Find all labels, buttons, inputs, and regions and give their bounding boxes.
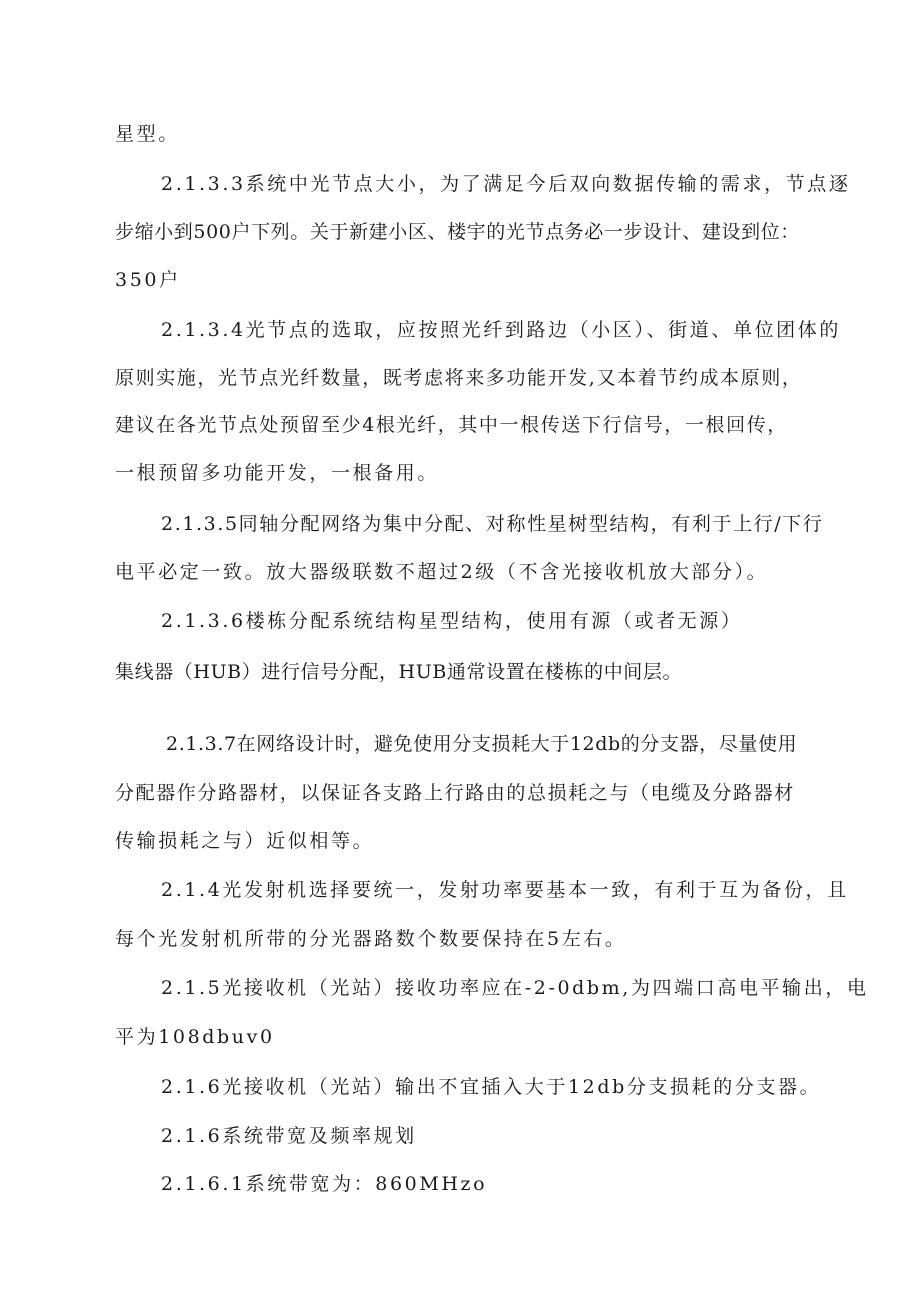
text-line: 平为108dbuv0 bbox=[115, 1026, 275, 1048]
text-line: 2.1.6光接收机（光站）输出不宜插入大于12db分支损耗的分支器。 bbox=[161, 1076, 822, 1098]
text-line: 一根预留多功能开发，一根备用。 bbox=[115, 462, 440, 484]
text-line: 每个光发射机所带的分光器路数个数要保持在5左右。 bbox=[115, 928, 627, 950]
text-line: 2.1.3.7在网络设计时，避免使用分支损耗大于12db的分支器，尽量使用 bbox=[166, 733, 798, 755]
text-line: 集线器（HUB）进行信号分配，HUB通常设置在楼栋的中间层。 bbox=[115, 661, 683, 683]
text-line: 2.1.3.3系统中光节点大小，为了满足今后双向数据传输的需求，节点逐 bbox=[161, 173, 851, 195]
text-line: 电平必定一致。放大器级联数不超过2级（不含光接收机放大部分）。 bbox=[115, 561, 769, 583]
text-line: 2.1.6系统带宽及频率规划 bbox=[161, 1125, 417, 1147]
text-line: 2.1.5光接收机（光站）接收功率应在-2-0dbm,为四端口高电平输出，电 bbox=[161, 977, 869, 999]
text-line: 原则实施，光节点光纤数量，既考虑将来多功能开发,又本着节约成本原则， bbox=[115, 367, 803, 389]
text-line: 350户 bbox=[115, 269, 181, 291]
text-line: 2.1.3.4光节点的选取，应按照光纤到路边（小区）、街道、单位团体的 bbox=[161, 319, 841, 341]
text-line: 2.1.6.1系统带宽为：860MHzo bbox=[161, 1173, 488, 1195]
text-line: 2.1.3.6楼栋分配系统结构星型结构，使用有源（或者无源） bbox=[161, 610, 743, 632]
text-line: 步缩小到500户下列。关于新建小区、楼宇的光节点务必一步设计、建设到位： bbox=[115, 221, 800, 243]
text-line: 传输损耗之与）近似相等。 bbox=[115, 830, 375, 852]
text-line: 2.1.3.5同轴分配网络为集中分配、对称性星树型结构，有利于上行/下行 bbox=[161, 513, 824, 535]
text-line: 分配器作分路器材，以保证各支路上行路由的总损耗之与（电缆及分路器材 bbox=[115, 782, 795, 804]
text-line: 建议在各光节点处预留至少4根光纤，其中一根传送下行信号，一根回传， bbox=[115, 414, 788, 436]
text-line: 2.1.4光发射机选择要统一，发射功率要基本一致，有利于互为备份，且 bbox=[161, 879, 849, 901]
text-line: 星型。 bbox=[115, 123, 180, 145]
